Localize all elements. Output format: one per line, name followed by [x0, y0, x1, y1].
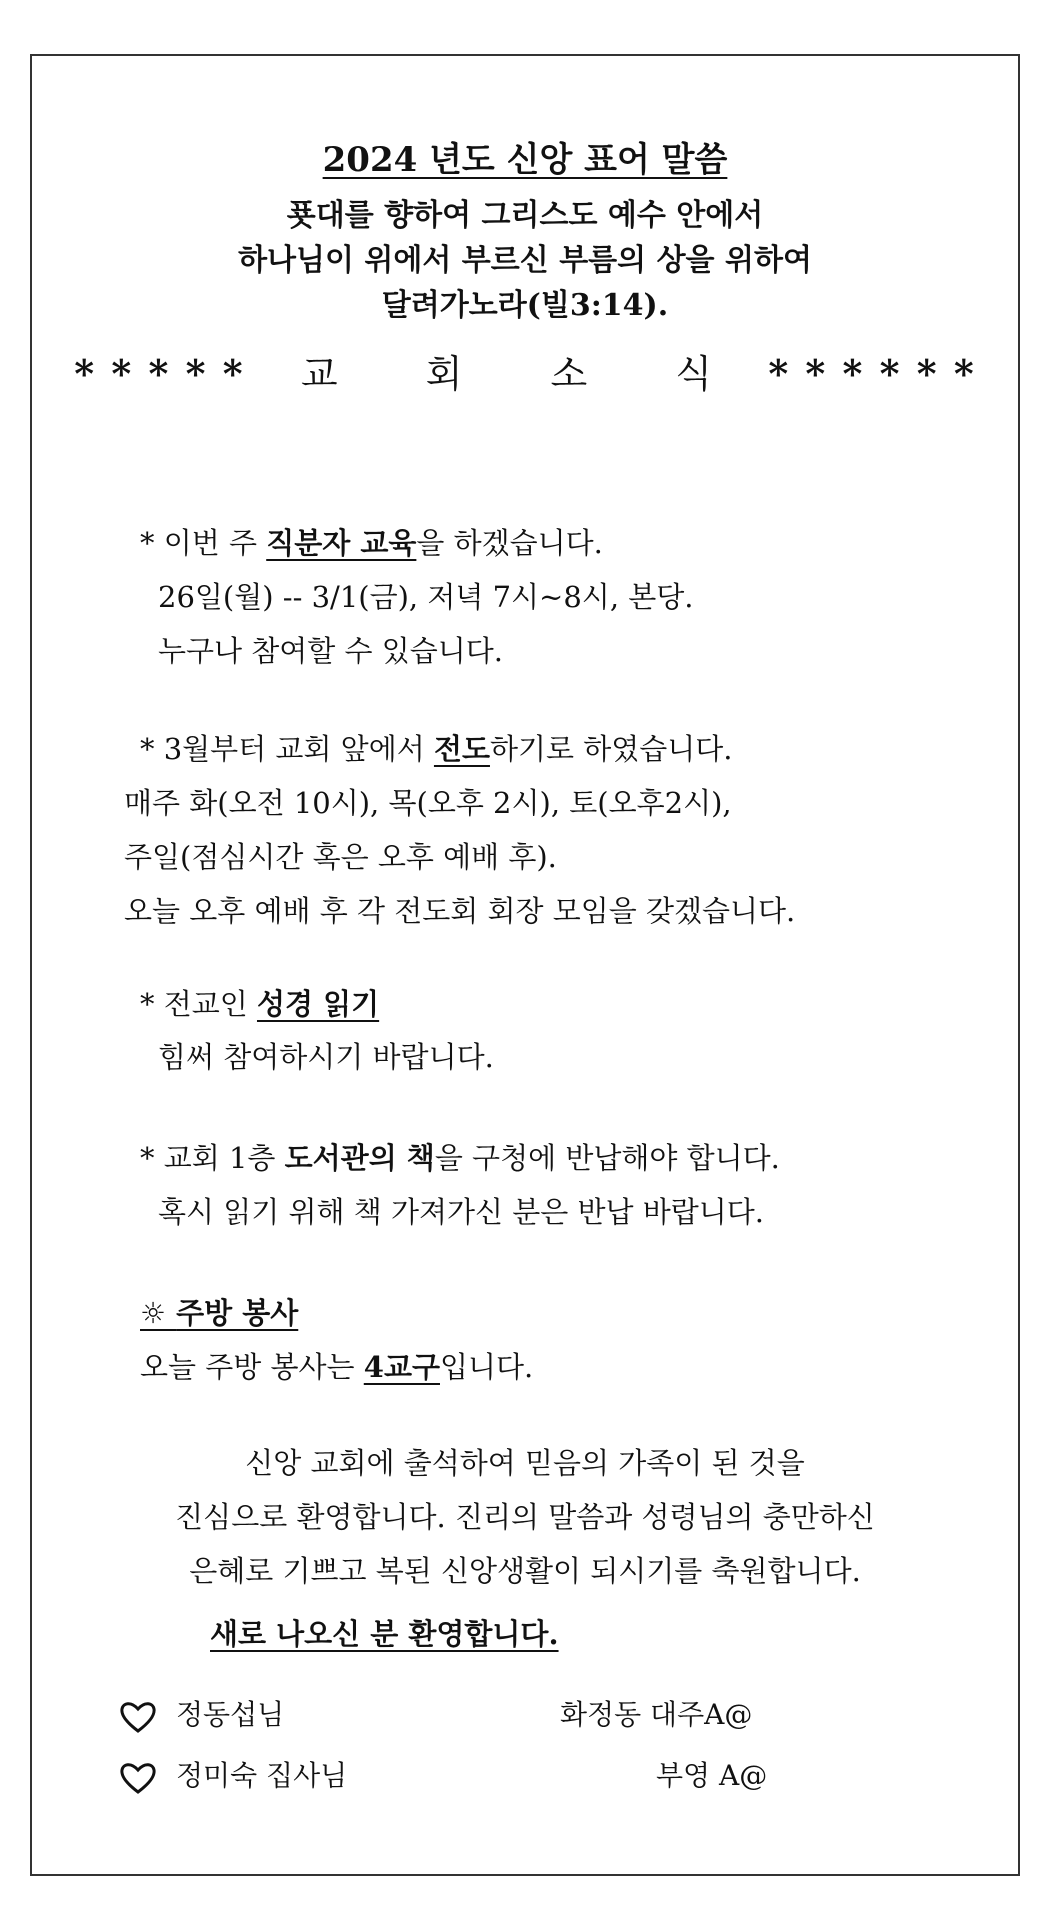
- kitchen-service-line: 오늘 주방 봉사는 4교구입니다.: [140, 1350, 534, 1384]
- bible-highlight: 성경 읽기: [256, 987, 380, 1021]
- notice-library-return: 혹시 읽기 위해 책 가져가신 분은 반납 바랍니다.: [158, 1195, 765, 1229]
- notice-library: * 교회 1층 도서관의 책을 구청에 반납해야 합니다.: [140, 1141, 780, 1175]
- notice-bible-reading: * 전교인 성경 읽기: [140, 987, 380, 1021]
- heart-icon: [118, 1700, 158, 1734]
- notice-evangelism-days: 매주 화(오전 10시), 목(오후 2시), 토(오후2시),: [124, 786, 732, 820]
- evangelism-highlight: 전도: [433, 732, 490, 766]
- stars-right: * * * * * *: [768, 351, 976, 396]
- motto-title: 2024 년도 신앙 표어 말씀: [322, 140, 728, 180]
- notice-training-open: 누구나 참여할 수 있습니다.: [158, 634, 504, 668]
- training-highlight: 직분자 교육: [266, 526, 417, 560]
- kitchen-highlight: 4교구: [363, 1350, 440, 1384]
- motto-verse-line-2: 하나님이 위에서 부르신 부름의 상을 위하여: [238, 243, 812, 278]
- notice-evangelism-meeting: 오늘 오후 예배 후 각 전도회 회장 모임을 갖겠습니다.: [124, 894, 796, 928]
- notice-training: * 이번 주 직분자 교육을 하겠습니다.: [140, 526, 603, 560]
- bulletin-frame: [30, 54, 1020, 1876]
- newcomer-welcome: 새로 나오신 분 환영합니다.: [210, 1617, 559, 1651]
- sun-icon: ☼: [140, 1296, 166, 1330]
- motto-verse-line-3: 달려가노라(빌3:14).: [381, 288, 669, 323]
- notice-evangelism-sunday: 주일(점심시간 혹은 오후 예배 후).: [124, 840, 557, 874]
- newcomer-2: [118, 1758, 347, 1795]
- welcome-line-3: 은혜로 기쁘고 복된 신앙생활이 되시기를 축원합니다.: [189, 1554, 861, 1588]
- notice-training-schedule: 26일(월) -- 3/1(금), 저녁 7시~8시, 본당.: [158, 580, 694, 614]
- welcome-line-2: 진심으로 환영합니다. 진리의 말씀과 성령님의 충만하신: [175, 1500, 875, 1534]
- library-highlight: 도서관의 책: [284, 1141, 435, 1175]
- notice-evangelism: * 3월부터 교회 앞에서 전도하기로 하였습니다.: [140, 732, 733, 766]
- newcomer-1-location: 화정동 대주A@: [560, 1698, 753, 1731]
- notice-bible-participate: 힘써 참여하시기 바랍니다.: [158, 1040, 494, 1074]
- motto-verse-line-1: 푯대를 향하여 그리스도 예수 안에서: [286, 198, 764, 233]
- newcomer-name: 정미숙 집사님: [176, 1759, 348, 1792]
- heart-icon: [118, 1761, 158, 1795]
- church-news-heading: [30, 352, 1020, 396]
- welcome-line-1: 신앙 교회에 출석하여 믿음의 가족이 된 것을: [245, 1446, 805, 1480]
- newcomer-2-location: 부영 A@: [656, 1759, 768, 1792]
- kitchen-service-title: ☼ 주방 봉사: [140, 1296, 299, 1330]
- newcomer-name: 정동섭님: [176, 1698, 285, 1731]
- church-news-label: 교 회 소 식: [300, 352, 750, 396]
- newcomer-1: [118, 1697, 284, 1734]
- stars-left: * * * * *: [74, 351, 245, 396]
